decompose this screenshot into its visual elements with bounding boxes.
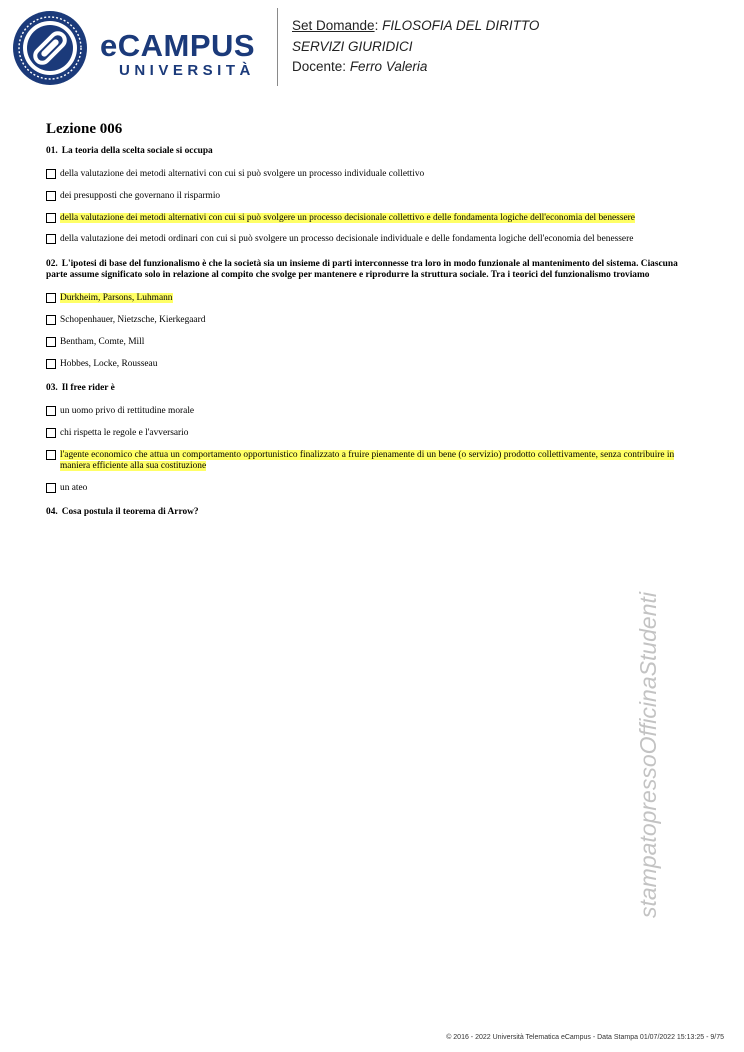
question-block: [46, 507, 686, 518]
answer-option[interactable]: [46, 234, 686, 245]
answer-label: Bentham, Comte, Mill: [60, 336, 145, 347]
question-number: 02.: [46, 259, 58, 270]
brand-subtitle: UNIVERSITÀ: [119, 62, 255, 79]
answer-label: un ateo: [60, 482, 88, 493]
checkbox[interactable]: [46, 169, 56, 179]
checkbox[interactable]: [46, 428, 56, 438]
set-value: FILOSOFIA DEL DIRITTO: [382, 18, 540, 33]
checkbox[interactable]: [46, 293, 56, 303]
answer-option[interactable]: [46, 359, 686, 370]
answer-option[interactable]: [46, 428, 686, 439]
answer-option[interactable]: [46, 337, 686, 348]
page-header: [0, 0, 744, 100]
checkbox[interactable]: [46, 213, 56, 223]
course-info: [292, 16, 539, 78]
answer-option[interactable]: [46, 483, 686, 494]
checkbox[interactable]: [46, 315, 56, 325]
question-number: 01.: [46, 146, 58, 156]
lesson-title: Lezione 006: [46, 121, 123, 137]
question-block: [46, 383, 686, 493]
university-seal-icon: [12, 10, 88, 86]
question-label: La teoria della scelta sociale si occupa: [61, 146, 213, 156]
brand-name: eCAMPUS: [100, 28, 256, 63]
answer-label: della valutazione dei metodi ordinari con cui si può svolgere un processo decisionale individuale e delle fondamenta logiche dell'economia del benessere: [60, 234, 634, 245]
set-label: Set Domande: [292, 18, 375, 33]
page-footer: © 2016 - 2022 Università Telematica eCampus - Data Stampa 01/07/2022 15:13:25 - 9/75: [446, 1034, 724, 1041]
answer-option[interactable]: [46, 406, 686, 417]
answer-label: della valutazione dei metodi alternativi con cui si può svolgere un processo individuale collettivo: [60, 169, 425, 179]
answer-label: chi rispetta le regole e l'avversario: [60, 428, 189, 439]
brand-logo: [100, 30, 255, 80]
question-block: [46, 259, 686, 369]
question-label: Il free rider è: [61, 383, 115, 394]
question-block: [46, 146, 686, 245]
answer-label: Schopenhauer, Nietzsche, Kierkegaard: [60, 314, 206, 325]
checkbox[interactable]: [46, 483, 56, 493]
checkbox[interactable]: [46, 191, 56, 201]
checkbox[interactable]: [46, 406, 56, 416]
answer-label: dei presupposti che governano il risparmio: [60, 190, 221, 201]
watermark: stampatopressoOfficinaStudenti: [635, 591, 661, 918]
teacher-line: Docente: Ferro Valeria: [292, 59, 428, 74]
question-text: [46, 146, 686, 157]
checkbox[interactable]: [46, 450, 56, 460]
answer-label: Hobbes, Locke, Rousseau: [60, 358, 158, 369]
question-text: [46, 507, 686, 518]
header-divider: [277, 8, 278, 86]
course-name: SERVIZI GIURIDICI: [292, 38, 413, 54]
question-number: 03.: [46, 383, 58, 394]
checkbox[interactable]: [46, 234, 56, 244]
answer-label: Durkheim, Parsons, Luhmann: [60, 293, 173, 304]
course-line: [292, 37, 539, 58]
question-text: [46, 383, 686, 394]
answer-option[interactable]: [46, 169, 686, 180]
answer-label: della valutazione dei metodi alternativi con cui si può svolgere un processo decisionale collettivo e delle fondamenta logiche dell'economia del benessere: [60, 212, 635, 223]
teacher-name: Ferro Valeria: [349, 59, 428, 74]
answer-option-correct[interactable]: [46, 293, 686, 304]
answer-label: l'agente economico che attua un comportamento opportunistico finalizzato a fruire pienamente di un bene (o servizio) prodotto collettivamente, senza contribuire in maniera efficiente alla sua costituzione: [60, 449, 675, 471]
question-text: [46, 259, 686, 281]
set-line: Set Domande: FILOSOFIA DEL DIRITTO: [292, 18, 540, 33]
answer-option[interactable]: [46, 315, 686, 326]
checkbox[interactable]: [46, 359, 56, 369]
question-label: Cosa postula il teorema di Arrow?: [61, 507, 199, 518]
answer-option-correct[interactable]: [46, 450, 686, 472]
question-label: L'ipotesi di base del funzionalismo è che la società sia un insieme di parti interconnesse tra loro in modo funzionale al mantenimento del sistema. Ciascuna parte assume significato solo in relazione al compito che svolge per mantenere e riprodurre la struttura sociale. Tra i teorici del funzionalismo troviamo: [46, 259, 678, 281]
question-number: 04.: [46, 507, 58, 518]
questions-list: [46, 146, 686, 532]
checkbox[interactable]: [46, 337, 56, 347]
answer-option-correct[interactable]: [46, 213, 686, 224]
teacher-label: Docente: [292, 59, 343, 74]
answer-option[interactable]: [46, 191, 686, 202]
answer-label: un uomo privo di rettitudine morale: [60, 406, 195, 417]
